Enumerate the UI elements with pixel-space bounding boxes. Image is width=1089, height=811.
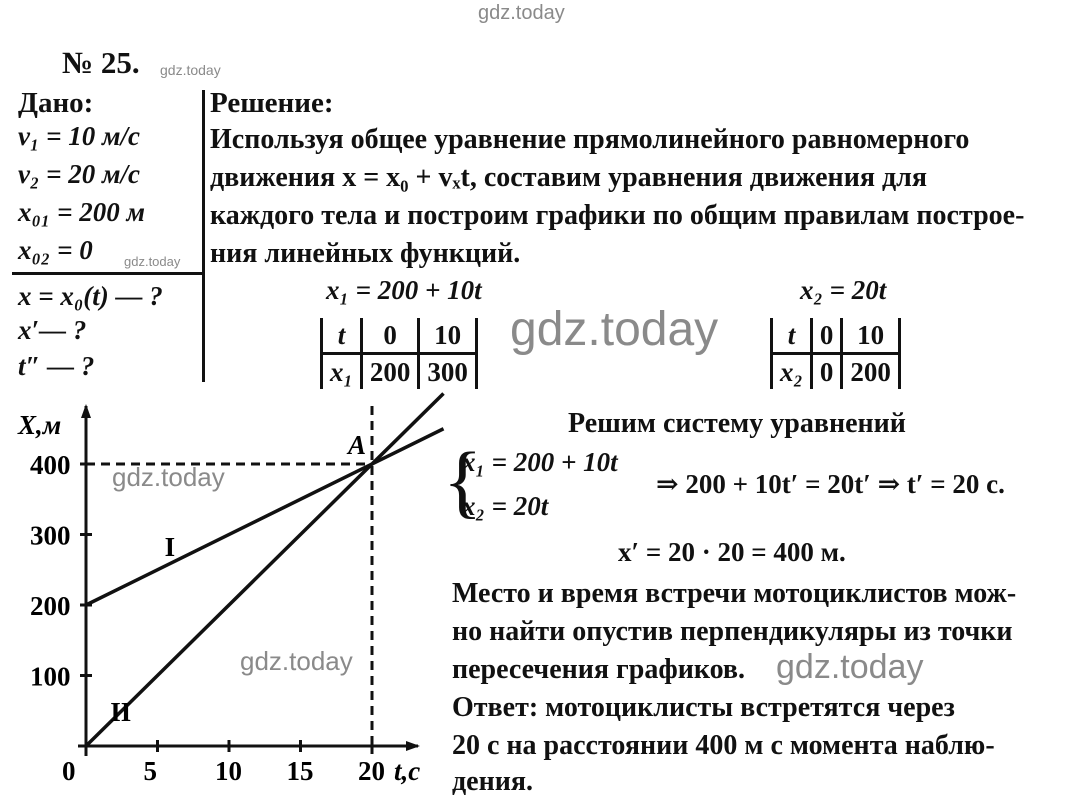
problem-number: № 25. [62,45,140,80]
system-line: x₁ = 200 + 10t [462,447,618,477]
line-2-label: II [110,696,132,727]
system-title: Решим систему уравнений [568,408,906,439]
table-cell: x₂ [772,354,812,390]
y-tick-label: 300 [30,520,71,551]
given-line: x₀₂ = 0 [18,235,93,265]
x-result: x′ = 20 · 20 = 400 м. [618,537,846,567]
system-result: ⇒ 200 + 10t′ = 20t′ ⇒ t′ = 20 с. [656,469,1005,499]
table-cell: 0 [811,318,842,354]
ticks [30,450,385,786]
watermark-top: gdz.today [478,2,565,24]
y-axis-label: X,м [18,410,62,440]
watermark-graph-top: gdz.today [112,462,225,492]
y-tick-label: 200 [30,591,71,621]
solution-paragraph-line: движения x = x₀ + vₓt, составим уравнения движения для [210,162,927,193]
find-line: x = x₀(t) — ? [18,281,163,311]
series-line-II [86,394,444,747]
series-line-I [86,429,444,605]
answer-line: дения. [452,766,534,797]
series-lines [86,394,444,747]
x-tick-label: 5 [143,756,157,786]
table-cell: 10 [842,318,900,354]
table-cell: t [772,318,812,354]
solution-paragraph-line: каждого тела и построим графики по общим правилам построе- [210,200,1025,231]
given-line: v₁ = 10 м/с [18,121,141,151]
x-axis-label: t,с [394,756,421,786]
y-tick-label: 400 [30,450,71,480]
table-cell: t [322,318,362,354]
system-line: x₂ = 20t [462,491,549,521]
x-tick-label: 15 [286,756,314,786]
table-cell: 0 [361,318,419,354]
origin-label: 0 [62,756,76,786]
y-tick-label: 100 [30,661,71,692]
find-line: x′— ? [18,315,87,345]
system-brace: { [443,435,483,526]
x-tick-label: 20 [358,756,385,786]
equation-1: x₁ = 200 + 10t [326,275,482,305]
solution-heading: Решение: [210,87,334,119]
table-1 [320,318,478,389]
find-line: t″ — ? [18,351,95,381]
conclusion-line: пересечения графиков. [452,654,746,685]
table-cell: 0 [811,354,842,390]
given-heading: Дано: [18,87,94,119]
given-line: x₀₁ = 200 м [18,197,145,227]
given-vertical-divider [202,90,205,382]
answer-line: 20 с на расстоянии 400 м с момента наблю- [452,730,995,761]
table-cell: 10 [419,318,477,354]
equation-2: x₂ = 20t [800,275,887,305]
answer-line: Ответ: мотоциклисты встретятся через [452,692,955,723]
line-1-label: I [164,532,176,563]
motion-graph [0,390,445,811]
table-cell: 200 [361,354,419,390]
conclusion-line: Место и время встречи мотоциклистов мож- [452,578,1017,609]
watermark-given: gdz.today [124,254,181,269]
intersection-label: A [348,430,367,460]
solution-paragraph-line: Используя общее уравнение прямолинейного равномерного [210,124,970,155]
table-cell: 300 [419,354,477,390]
watermark-tables: gdz.today [510,303,719,356]
solution-paragraph-line: ния линейных функций. [210,238,521,269]
watermark-graph-mid: gdz.today [240,646,353,676]
x-tick-label: 10 [215,756,242,786]
given-divider [12,272,202,275]
table-cell: x₁ [322,354,362,390]
watermark-text: gdz.today [776,648,924,686]
given-line: v₂ = 20 м/с [18,159,141,189]
conclusion-line: но найти опустив перпендикуляры из точки [452,616,1013,647]
table-cell: 200 [842,354,900,390]
table-2 [770,318,901,389]
watermark-problem: gdz.today [160,62,221,78]
